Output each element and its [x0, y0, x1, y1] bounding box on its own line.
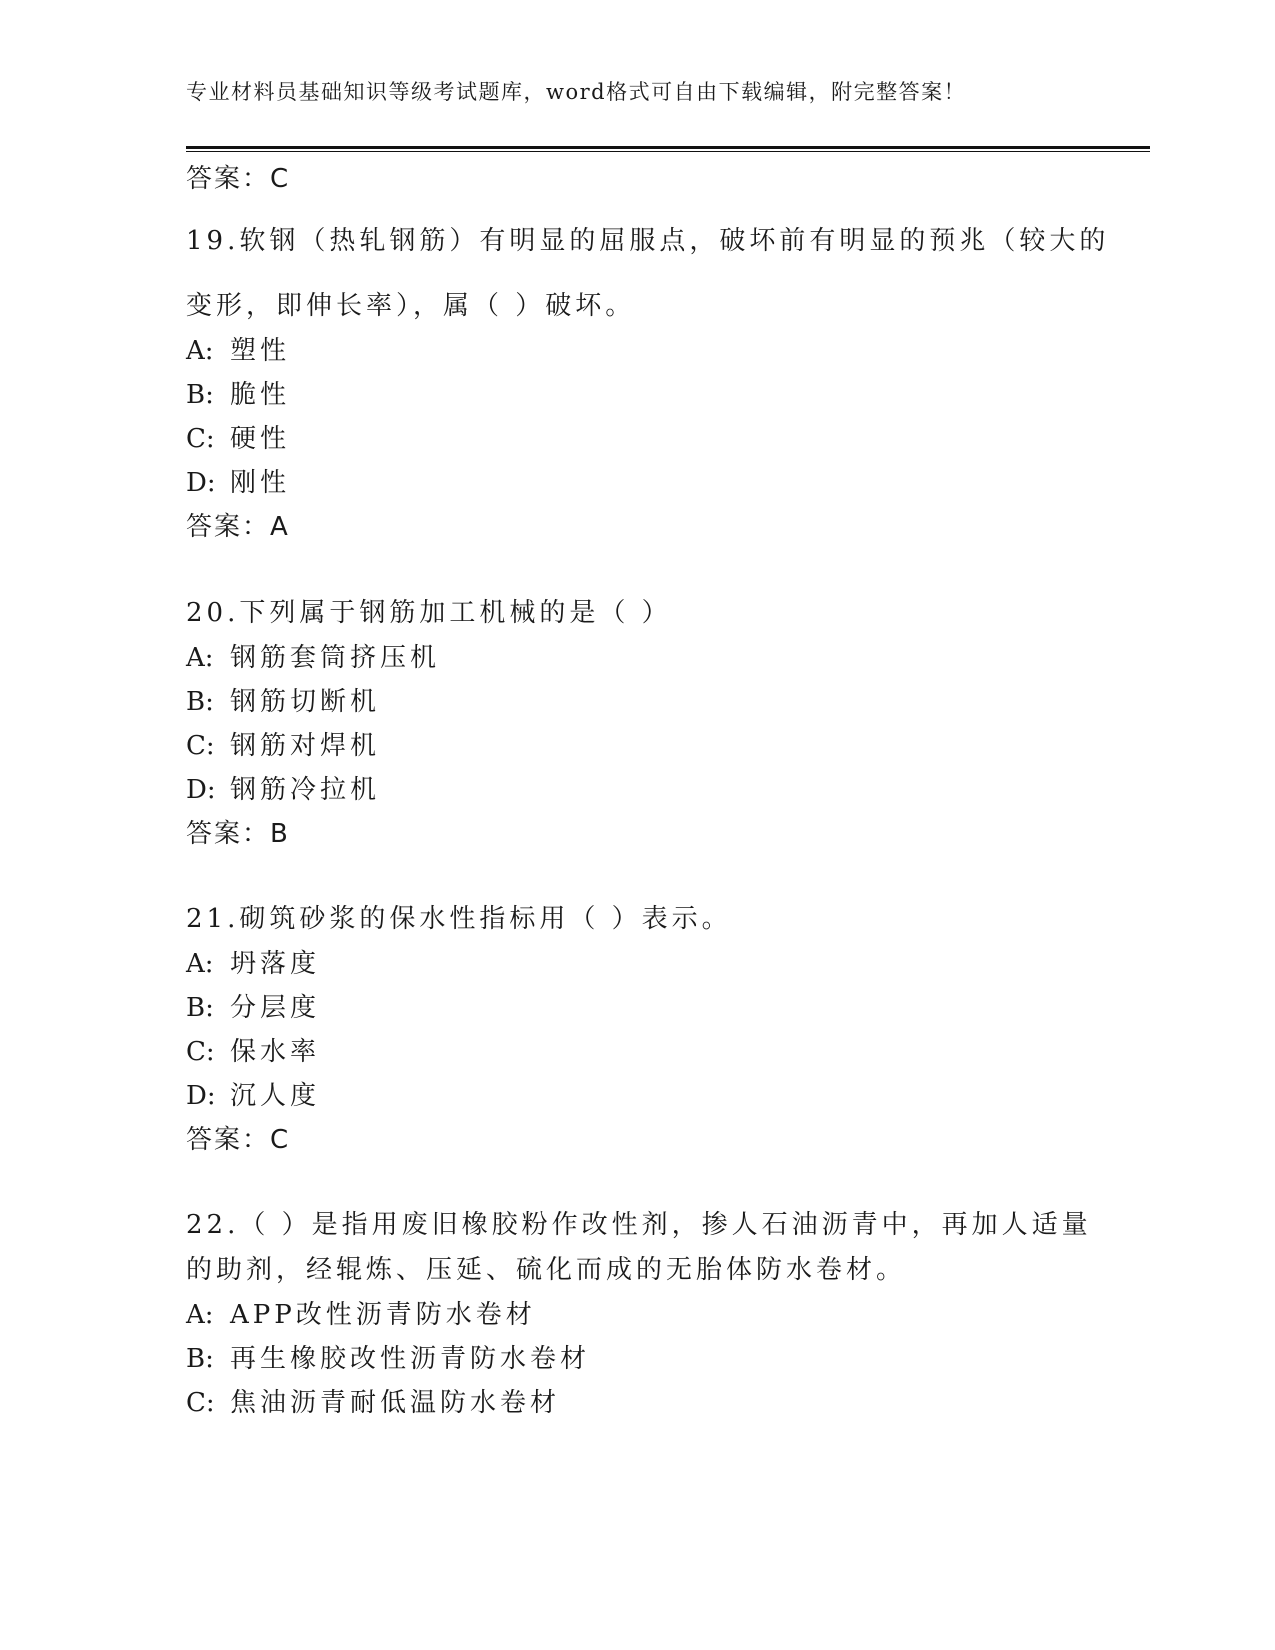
option-text: 钢筋对焊机 [230, 731, 381, 761]
option-label: A: [186, 643, 214, 673]
option-c [186, 729, 380, 763]
option-label: D: [186, 468, 216, 498]
option-label: C: [186, 424, 215, 454]
option-text: APP改性沥青防水卷材 [230, 1300, 536, 1330]
option-text: 钢筋套筒挤压机 [230, 643, 441, 673]
option-c [186, 1035, 320, 1069]
answer: 答案：B [186, 819, 290, 849]
previous-answer: 答案：C [186, 164, 291, 194]
option-text: 沉人度 [230, 1081, 321, 1111]
option-label: A: [186, 336, 214, 366]
option-a [186, 1298, 536, 1332]
option-d [186, 466, 290, 500]
option-text: 脆性 [230, 380, 291, 410]
question-stem: 21.砌筑砂浆的保水性指标用（ ）表示。 [186, 904, 732, 934]
option-text: 分层度 [230, 993, 321, 1023]
option-label: B: [186, 1344, 214, 1374]
option-label: B: [186, 380, 214, 410]
header-rule [186, 146, 1150, 149]
option-b [186, 685, 380, 719]
option-label: D: [186, 775, 216, 805]
option-text: 钢筋切断机 [230, 687, 381, 717]
option-text: 保水率 [230, 1037, 321, 1067]
option-label: C: [186, 731, 215, 761]
option-c [186, 422, 290, 456]
option-a [186, 947, 320, 981]
option-b [186, 1342, 590, 1376]
question-stem: 19.软钢（热轧钢筋）有明显的屈服点，破坏前有明显的预兆（较大的 [186, 226, 1110, 256]
option-d [186, 773, 380, 807]
option-label: A: [186, 1300, 214, 1330]
option-c [186, 1386, 560, 1420]
option-text: 硬性 [230, 424, 291, 454]
option-text: 再生橡胶改性沥青防水卷材 [230, 1344, 591, 1374]
option-label: A: [186, 949, 214, 979]
option-label: C: [186, 1388, 215, 1418]
question-stem-continued: 变形，即伸长率），属（ ）破坏。 [186, 291, 636, 321]
option-text: 坍落度 [230, 949, 321, 979]
answer: 答案：A [186, 512, 290, 542]
option-text: 塑性 [230, 336, 291, 366]
question-stem-continued: 的助剂，经辊炼、压延、硫化而成的无胎体防水卷材。 [186, 1255, 907, 1285]
header-rule-thin [186, 151, 1150, 152]
option-label: B: [186, 993, 214, 1023]
option-label: B: [186, 687, 214, 717]
option-label: D: [186, 1081, 216, 1111]
page-header: 专业材料员基础知识等级考试题库，word格式可自由下载编辑，附完整答案！ [186, 80, 967, 104]
option-text: 刚性 [230, 468, 291, 498]
question-stem: 22.（ ）是指用废旧橡胶粉作改性剂，掺人石油沥青中，再加人适量 [186, 1210, 1092, 1240]
option-text: 钢筋冷拉机 [230, 775, 381, 805]
option-d [186, 1079, 320, 1113]
option-label: C: [186, 1037, 215, 1067]
answer: 答案：C [186, 1125, 291, 1155]
option-a [186, 334, 290, 368]
option-text: 焦油沥青耐低温防水卷材 [230, 1388, 561, 1418]
option-a [186, 641, 440, 675]
option-b [186, 378, 290, 412]
question-stem: 20.下列属于钢筋加工机械的是（ ） [186, 598, 672, 628]
option-b [186, 991, 320, 1025]
